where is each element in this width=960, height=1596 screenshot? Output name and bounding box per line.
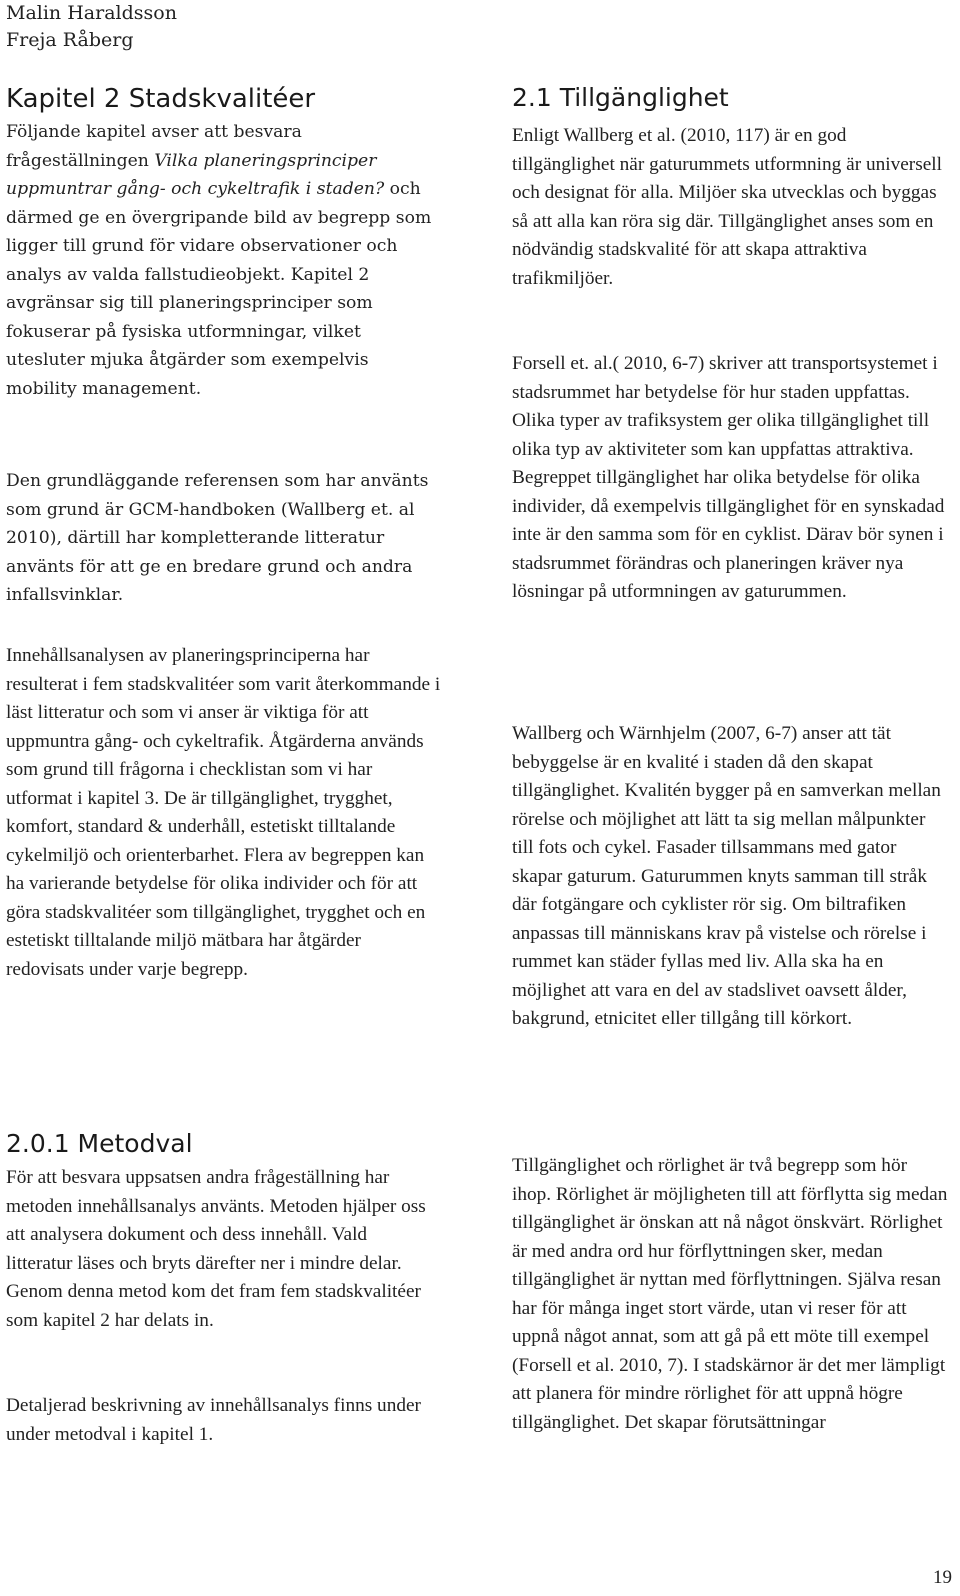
research-question: Vilka planeringsprinciper uppmuntrar gång- och cykeltrafik i staden? bbox=[6, 150, 385, 199]
intro-text-end: och därmed ge en övergripande bild av begrepp som ligger till grund för vidare observationer och analys av valda fallstudieobjekt. Kapitel 2 avgränsar sig till planeringsprinciper som fokuserar på fysiska utformningar, vilket utesluter mjuka åtgärder som exempelvis mobility management. bbox=[6, 179, 432, 399]
page-number: 19 bbox=[933, 1567, 952, 1588]
intro-text-start: Följande kapitel avser att besvara frågeställningen bbox=[6, 122, 302, 171]
section-title-metodval: 2.0.1 Metodval bbox=[6, 1129, 193, 1158]
section-title-tillganglighet: 2.1 Tillgänglighet bbox=[512, 83, 729, 112]
accessibility-paragraph-4: Tillgänglighet och rörlighet är två begrepp som hör ihop. Rörlighet är möjligheten till att förflytta sig medan tillgänglighet är önskan att nå något önskvärt. Rörlighet är med andra ord hur förflyttningen sker, medan tillgänglighet är nyttan med förflyttningen. Själva resan har för många inget stort värde, utan vi reser för att uppnå något annat, som att gå på ett möte till exempel (Forsell et al. 2010, 7). I stadskärnor är det mer lämpligt att planera för mindre rörlighet för att uppnå högre tillgänglighet. Det skapar förutsättningar bbox=[512, 1155, 948, 1433]
method-reference-paragraph: Detaljerad beskrivning av innehållsanalys finns under under metodval i kapitel 1. bbox=[6, 1395, 421, 1445]
chapter-title: Kapitel 2 Stadskvalitéer bbox=[6, 84, 316, 114]
accessibility-paragraph-3: Wallberg och Wärnhjelm (2007, 6-7) anser att tät bebyggelse är en kvalité i staden då den skapat tillgänglighet. Kvalitén bygger på en samverkan mellan rörelse och möjlighet att lätt ta sig mellan målpunkter till fots och cykel. Fasader tillsammans med gator skapar gaturum. Gaturummen knyts samman till stråk där fotgängare och cyklister rör sig. Om biltrafiken anpassas till människans krav på vistelse och rörelse i rummet kan städer fyllas med liv. Alla ska ha en möjlighet att vara en del av stadslivet oavsett ålder, bakgrund, etnicitet eller tillgång till körkort. bbox=[512, 723, 941, 1029]
intro-paragraph bbox=[6, 118, 436, 403]
accessibility-paragraph-2: Forsell et. al.( 2010, 6-7) skriver att transportsystemet i stadsrummet har betydelse för hur staden uppfattas. Olika typer av trafiksystem ger olika tillgänglighet till olika typ av aktiviteter som kan uppfattas attraktiva. Begreppet tillgänglighet har olika betydelse för olika individer, då exempelvis tillgänglighet för en synskadad inte är den samma som för en cyklist. Därav bör synen i stadsrummet förändras och planeringen kräver nya lösningar på utformningen av gaturummen. bbox=[512, 353, 945, 602]
page-header-authors bbox=[6, 0, 177, 54]
analysis-paragraph: Innehållsanalysen av planeringsprinciperna har resulterat i fem stadskvalitéer som varit återkommande i läst litteratur och som vi anser är viktiga för att uppmuntra gång- och cykeltrafik. Åtgärderna används som grund till frågorna i checklistan som vi har utformat i kapitel 3. De är tillgänglighet, trygghet, komfort, standard & underhåll, estetiskt tilltalande cykelmiljö och orienterbarhet. Flera av begreppen kan ha varierande betydelse för olika individer och för att göra stadskvalitéer som tillgänglighet, trygghet och en estetiskt tilltalande miljö mätbara har åtgärder redovisats under varje begrepp. bbox=[6, 645, 441, 980]
author-name: Freja Råberg bbox=[6, 29, 134, 51]
accessibility-paragraph-1: Enligt Wallberg et al. (2010, 117) är en god tillgänglighet när gaturummets utformning är universell och designat för alla. Miljöer ska utvecklas och byggas så att alla kan röra sig där. Tillgänglighet anses som en nödvändig stadskvalité för att skapa attraktiva trafikmiljöer. bbox=[512, 125, 942, 289]
author-name: Malin Haraldsson bbox=[6, 2, 177, 24]
reference-paragraph: Den grundläggande referensen som har använts som grund är GCM-handboken (Wallberg et. al 2010), därtill har kompletterande litteratur använts för att ge en bredare grund och andra infallsvinklar. bbox=[6, 471, 429, 605]
method-paragraph: För att besvara uppsatsen andra frågeställning har metoden innehållsanalys använts. Metoden hjälper oss att analysera dokument och dess innehåll. Vald litteratur läses och bryts därefter ner i mindre delar. Genom denna metod kom det fram fem stadskvalitéer som kapitel 2 har delats in. bbox=[6, 1167, 426, 1331]
